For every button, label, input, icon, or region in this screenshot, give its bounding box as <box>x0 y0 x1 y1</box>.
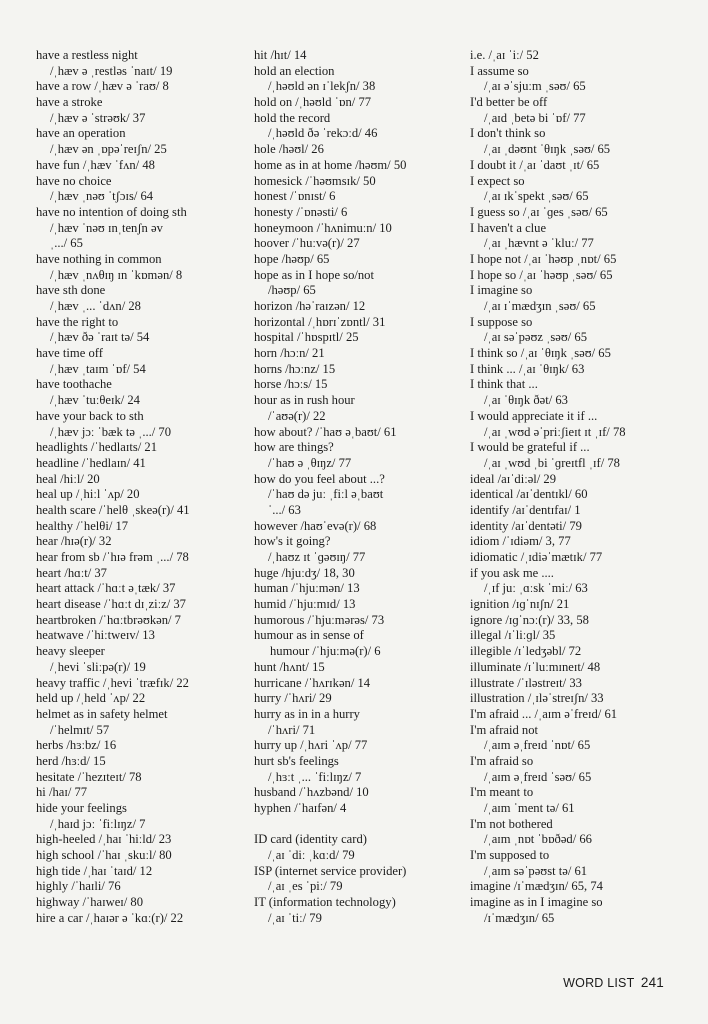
entry-headword: have a restless night <box>36 48 138 62</box>
entry-headword: humid /ˈhjuːmɪd/ 13 <box>254 597 356 612</box>
pronunciation-line: /ˌhæv jɔː ˈbæk tə ˌ.../ 70 <box>50 424 172 439</box>
pronunciation-line: /ˌhæv ˈnəʊ ɪnˌtenʃn əv <box>50 220 163 235</box>
entry-headword: illuminate /ɪˈluːmɪneɪt/ 48 <box>470 659 601 674</box>
entry-headword: horn /hɔːn/ 21 <box>254 346 325 361</box>
entry-headword: herbs /hɜːbz/ 16 <box>36 738 117 753</box>
pronunciation-line: /ˌaɪ ˈtiː/ 79 <box>268 910 322 925</box>
entry-headword: have a stroke <box>36 95 103 110</box>
pronunciation-line: /ˈhelmɪt/ 57 <box>50 722 110 737</box>
pronunciation-line: /ˌaɪm ˈment tə/ 61 <box>484 801 575 815</box>
entry-headword: highway /ˈhaɪweɪ/ 80 <box>36 895 144 910</box>
entry-headword: headlights /ˈhedlaɪts/ 21 <box>36 440 158 455</box>
entry-headword: I think ... /ˌaɪ ˈθɪŋk/ 63 <box>470 361 585 376</box>
pronunciation-line: /ˌaɪ ˌhævnt ə ˈkluː/ 77 <box>484 236 594 251</box>
entry-headword: have the right to <box>36 314 119 329</box>
footer-label: WORD LIST <box>563 976 635 990</box>
pronunciation-line: /ˌaɪm səˈpəʊst tə/ 61 <box>484 863 588 878</box>
entry-headword: hoover /ˈhuːvə(r)/ 27 <box>254 236 360 251</box>
entry-headword: I suppose so <box>470 314 533 329</box>
entry-headword: I haven't a clue <box>470 220 547 235</box>
entry-headword: I expect so <box>470 173 525 188</box>
entry-headword: hyphen /ˈhaɪfən/ 4 <box>254 801 347 815</box>
entry-headword: high tide /ˌhaɪ ˈtaɪd/ 12 <box>36 863 153 878</box>
pronunciation-line: /ˌhaɪd jɔː ˈfiːlɪŋz/ 7 <box>50 816 146 831</box>
section-gap <box>254 817 454 833</box>
entry-headword: illegal /ɪˈliːɡl/ 35 <box>470 628 556 643</box>
entry-headword: hurry as in in a hurry <box>254 706 360 721</box>
pronunciation-line: /ˈaʊə(r)/ 22 <box>268 408 326 423</box>
entry-headword: homesick /ˈhəʊmsɪk/ 50 <box>254 173 376 188</box>
entry-headword: I'm supposed to <box>470 848 550 863</box>
entry-headword: have an operation <box>36 126 126 141</box>
entry-headword: have nothing in common <box>36 251 162 266</box>
entry-headword: how do you feel about ...? <box>254 471 385 486</box>
entry-headword: hope /həʊp/ 65 <box>254 251 330 266</box>
entry-headword: imagine /ɪˈmædʒɪn/ 65, 74 <box>470 879 603 894</box>
pronunciation-line: /ˌaɪ səˈpəʊz ˌsəʊ/ 65 <box>484 330 587 345</box>
entry-headword: have no intention of doing sth <box>36 204 187 219</box>
entry-headword: healthy /ˈhelθi/ 17 <box>36 518 129 533</box>
pronunciation-line: /ˌhæv ðə ˈraɪt tə/ 54 <box>50 330 150 345</box>
pronunciation-line: /ˌaɪ ˈdiː ˌkɑːd/ 79 <box>268 848 355 863</box>
entry-headword: hope as in I hope so/not <box>254 267 374 282</box>
entry-headword: honest /ˈɒnɪst/ 6 <box>254 189 336 204</box>
pronunciation-line: ˈ.../ 63 <box>268 502 301 517</box>
pronunciation-line: /ˌhaʊz ɪt ˈɡəʊɪŋ/ 77 <box>268 550 366 564</box>
entry-headword: imagine as in I imagine so <box>470 895 603 910</box>
column-2 <box>254 48 454 927</box>
entry-headword: hi /haɪ/ 77 <box>36 785 88 800</box>
entry-headword: horse /hɔːs/ 15 <box>254 377 328 392</box>
entry-headword: identify /aɪˈdentɪfaɪ/ 1 <box>470 502 581 517</box>
entry-headword: idiom /ˈɪdiəm/ 3, 77 <box>470 534 571 549</box>
entry-headword: ignore /ɪɡˈnɔː(r)/ 33, 58 <box>470 612 589 627</box>
pronunciation-line: /ˌaɪ ɪkˈspekt ˌsəʊ/ 65 <box>484 189 589 204</box>
entry-headword: horizontal /ˌhɒrɪˈzɒntl/ 31 <box>254 314 386 329</box>
entry-headword: I'm afraid ... /ˌaɪm əˈfreɪd/ 61 <box>470 706 618 721</box>
entry-headword: illustration /ˌɪləˈstreɪʃn/ 33 <box>470 691 604 706</box>
pronunciation-line: /ˌaɪd ˌbetə bi ˈɒf/ 77 <box>484 110 586 125</box>
entry-headword: hire a car /ˌhaɪər ə ˈkɑː(r)/ 22 <box>36 910 184 925</box>
entry-headword: I don't think so <box>470 126 546 141</box>
entry-headword: heatwave /ˈhiːtweɪv/ 13 <box>36 628 155 643</box>
entry-headword: have a row /ˌhæv ə ˈraʊ/ 8 <box>36 79 169 94</box>
column-1 <box>36 48 236 927</box>
entry-headword: humorous /ˈhjuːmərəs/ 73 <box>254 612 385 627</box>
entry-headword: hurricane /ˈhʌrɪkən/ 14 <box>254 675 371 690</box>
entry-headword: have fun /ˌhæv ˈfʌn/ 48 <box>36 157 155 172</box>
entry-headword: health scare /ˈhelθ ˌskeə(r)/ 41 <box>36 502 190 517</box>
entry-headword: have no choice <box>36 173 112 188</box>
entry-headword: ISP (internet service provider) <box>254 863 407 878</box>
entry-headword: I doubt it /ˌaɪ ˈdaʊt ˌɪt/ 65 <box>470 157 600 172</box>
entry-headword: hurry /ˈhʌri/ 29 <box>254 691 332 706</box>
entry-headword: illustrate /ˈɪləstreɪt/ 33 <box>470 675 582 690</box>
entry-headword: hold on /ˌhəʊld ˈɒn/ 77 <box>254 95 372 110</box>
entry-headword: hesitate /ˈhezɪteɪt/ 78 <box>36 769 142 784</box>
entry-headword: ID card (identity card) <box>254 832 367 847</box>
pronunciation-line: /ˈhʌri/ 71 <box>268 722 316 737</box>
entry-headword: I would be grateful if ... <box>470 440 590 455</box>
entry-headword: held up /ˌheld ˈʌp/ 22 <box>36 691 146 706</box>
pronunciation-line: /həʊp/ 65 <box>268 283 316 298</box>
entry-headword: hole /həʊl/ 26 <box>254 142 324 157</box>
pronunciation-line: /ˌaɪ ˌwʊd əˈpriːʃieɪt ɪt ˌɪf/ 78 <box>484 424 626 439</box>
entry-headword: I think so /ˌaɪ ˈθɪŋk ˌsəʊ/ 65 <box>470 346 611 361</box>
pronunciation-line: /ˈhaʊ də juː ˌfiːl əˌbaʊt <box>268 487 384 502</box>
entry-headword: however /haʊˈevə(r)/ 68 <box>254 518 377 533</box>
entry-headword: heart attack /ˈhɑːt əˌtæk/ 37 <box>36 581 176 596</box>
entry-headword: highly /ˈhaɪli/ 76 <box>36 879 121 894</box>
pronunciation-line: /ˌhæv ə ˈstrəʊk/ 37 <box>50 110 146 125</box>
entry-headword: high-heeled /ˌhaɪ ˈhiːld/ 23 <box>36 832 172 847</box>
pronunciation-line: /ˌaɪ ˌwʊd ˌbi ˈɡreɪtfl ˌɪf/ 78 <box>484 455 620 470</box>
entry-headword: headline /ˈhedlaɪn/ 41 <box>36 455 146 470</box>
pronunciation-line: /ˌhɜːt ˌ... ˈfiːlɪŋz/ 7 <box>268 769 362 784</box>
entry-headword: hurry up /ˌhʌri ˈʌp/ 77 <box>254 738 368 753</box>
pronunciation-line: /ɪˈmædʒɪn/ 65 <box>484 910 555 925</box>
entry-headword: human /ˈhjuːmən/ 13 <box>254 581 360 596</box>
entry-headword: how about? /ˈhaʊ əˌbaʊt/ 61 <box>254 424 397 439</box>
entry-headword: I'm not bothered <box>470 816 553 831</box>
pronunciation-line: /ˌhæv ˈtuːθeɪk/ 24 <box>50 393 140 408</box>
entry-headword: home as in at home /həʊm/ 50 <box>254 157 407 172</box>
pronunciation-line: /ˌɪf juː ˌɑːsk ˈmiː/ 63 <box>484 581 588 596</box>
entry-headword: heavy sleeper <box>36 644 105 659</box>
entry-headword: ideal /aɪˈdiːəl/ 29 <box>470 471 557 486</box>
pronunciation-line: /ˌhevi ˈsliːpə(r)/ 19 <box>50 659 146 674</box>
entry-headword: I think that ... <box>470 377 538 392</box>
entry-headword: husband /ˈhʌzbənd/ 10 <box>254 785 369 800</box>
pronunciation-line: /ˌhæv ˌ... ˈdʌn/ 28 <box>50 299 141 313</box>
entry-headword: honeymoon /ˈhʌnimuːn/ 10 <box>254 220 392 235</box>
page-footer <box>563 975 664 990</box>
pronunciation-line: /ˌaɪ ˌdəʊnt ˈθɪŋk ˌsəʊ/ 65 <box>484 142 611 157</box>
pronunciation-line: ˌ.../ 65 <box>50 236 83 251</box>
pronunciation-line: /ˈhaʊ ə ˌθɪŋz/ 77 <box>268 455 352 470</box>
entry-headword: heal up /ˌhiːl ˈʌp/ 20 <box>36 487 140 502</box>
entry-headword: have your back to sth <box>36 408 144 423</box>
pronunciation-line: /ˌaɪ ˌes ˈpiː/ 79 <box>268 879 343 894</box>
entry-headword: honesty /ˈɒnəsti/ 6 <box>254 204 348 219</box>
entry-headword: hospital /ˈhɒspɪtl/ 25 <box>254 330 359 345</box>
entry-headword: herd /hɜːd/ 15 <box>36 753 106 768</box>
entry-headword: if you ask me .... <box>470 565 554 580</box>
entry-headword: have toothache <box>36 377 112 392</box>
entry-headword: heart disease /ˈhɑːt dɪˌziːz/ 37 <box>36 597 186 612</box>
pronunciation-line: /ˌaɪ əˈsjuːm ˌsəʊ/ 65 <box>484 79 586 94</box>
entry-headword: identical /aɪˈdentɪkl/ 60 <box>470 487 588 502</box>
entry-headword: heavy traffic /ˌhevi ˈtræfɪk/ 22 <box>36 675 189 690</box>
entry-headword: I guess so /ˌaɪ ˈɡes ˌsəʊ/ 65 <box>470 204 608 219</box>
entry-headword: have time off <box>36 346 103 361</box>
entry-headword: humour as in sense of <box>254 628 364 643</box>
entry-headword: hurt sb's feelings <box>254 753 339 768</box>
pronunciation-line: humour /ˈhjuːmə(r)/ 6 <box>270 644 381 659</box>
entry-headword: hunt /hʌnt/ 15 <box>254 659 325 674</box>
entry-headword: I assume so <box>470 63 529 78</box>
pronunciation-line: /ˌaɪ ɪˈmædʒɪn ˌsəʊ/ 65 <box>484 299 596 313</box>
entry-headword: how's it going? <box>254 534 331 549</box>
page-number: 241 <box>640 975 664 990</box>
entry-headword: I'm afraid so <box>470 753 534 768</box>
entry-headword: horns /hɔːnz/ 15 <box>254 361 336 376</box>
pronunciation-line: /ˌhæv ˌnʌθɪŋ ɪn ˈkɒmən/ 8 <box>50 267 183 282</box>
entry-headword: helmet as in safety helmet <box>36 706 168 721</box>
entry-headword: I would appreciate it if ... <box>470 408 598 423</box>
pronunciation-line: /ˌhəʊld ðə ˈrekɔːd/ 46 <box>268 126 378 141</box>
entry-headword: how are things? <box>254 440 334 455</box>
entry-headword: I'd better be off <box>470 95 548 110</box>
entry-headword: hear from sb /ˈhɪə frəm ˌ.../ 78 <box>36 550 189 564</box>
entry-headword: have sth done <box>36 283 106 298</box>
pronunciation-line: /ˌaɪm əˌfreɪd ˈsəʊ/ 65 <box>484 769 592 784</box>
entry-headword: hear /hɪə(r)/ 32 <box>36 534 112 549</box>
entry-headword: hour as in rush hour <box>254 393 355 408</box>
entry-headword: heart /hɑːt/ 37 <box>36 565 107 580</box>
entry-headword: hit /hɪt/ 14 <box>254 48 307 62</box>
pronunciation-line: /ˌaɪm əˌfreɪd ˈnɒt/ 65 <box>484 738 591 753</box>
entry-headword: identity /aɪˈdentəti/ 79 <box>470 518 582 533</box>
pronunciation-line: /ˌaɪm ˌnɒt ˈbɒðəd/ 66 <box>484 832 592 847</box>
pronunciation-line: /ˌaɪ ˈθɪŋk ðət/ 63 <box>484 393 568 408</box>
pronunciation-line: /ˌhæv ˌtaɪm ˈɒf/ 54 <box>50 361 146 376</box>
pronunciation-line: /ˌhæv ˌnəʊ ˈtʃɔɪs/ 64 <box>50 189 154 204</box>
entry-headword: ignition /ɪɡˈnɪʃn/ 21 <box>470 597 570 612</box>
entry-headword: i.e. /ˌaɪ ˈiː/ 52 <box>470 48 539 62</box>
entry-headword: hold an election <box>254 63 335 78</box>
pronunciation-line: /ˌhæv ən ˌɒpəˈreɪʃn/ 25 <box>50 142 167 157</box>
pronunciation-line: /ˌhəʊld ən ɪˈlekʃn/ 38 <box>268 79 376 94</box>
entry-headword: hide your feelings <box>36 801 127 815</box>
column-3 <box>470 48 680 927</box>
entry-headword: horizon /həˈraɪzən/ 12 <box>254 299 366 313</box>
entry-headword: huge /hjuːdʒ/ 18, 30 <box>254 565 355 580</box>
entry-headword: I hope so /ˌaɪ ˈhəʊp ˌsəʊ/ 65 <box>470 267 613 282</box>
entry-headword: hold the record <box>254 110 331 125</box>
entry-headword: IT (information technology) <box>254 895 396 910</box>
entry-headword: idiomatic /ˌɪdiəˈmætɪk/ 77 <box>470 550 603 564</box>
entry-headword: heal /hiːl/ 20 <box>36 471 100 486</box>
entry-headword: I imagine so <box>470 283 533 298</box>
entry-headword: heartbroken /ˈhɑːtbrəʊkən/ 7 <box>36 612 181 627</box>
pronunciation-line: /ˌhæv ə ˌrestləs ˈnaɪt/ 19 <box>50 63 173 78</box>
entry-headword: illegible /ɪˈledʒəbl/ 72 <box>470 644 582 659</box>
entry-headword: I hope not /ˌaɪ ˈhəʊp ˌnɒt/ 65 <box>470 251 617 266</box>
entry-headword: high school /ˈhaɪ ˌskuːl/ 80 <box>36 848 172 863</box>
entry-headword: I'm afraid not <box>470 722 539 737</box>
entry-headword: I'm meant to <box>470 785 534 800</box>
